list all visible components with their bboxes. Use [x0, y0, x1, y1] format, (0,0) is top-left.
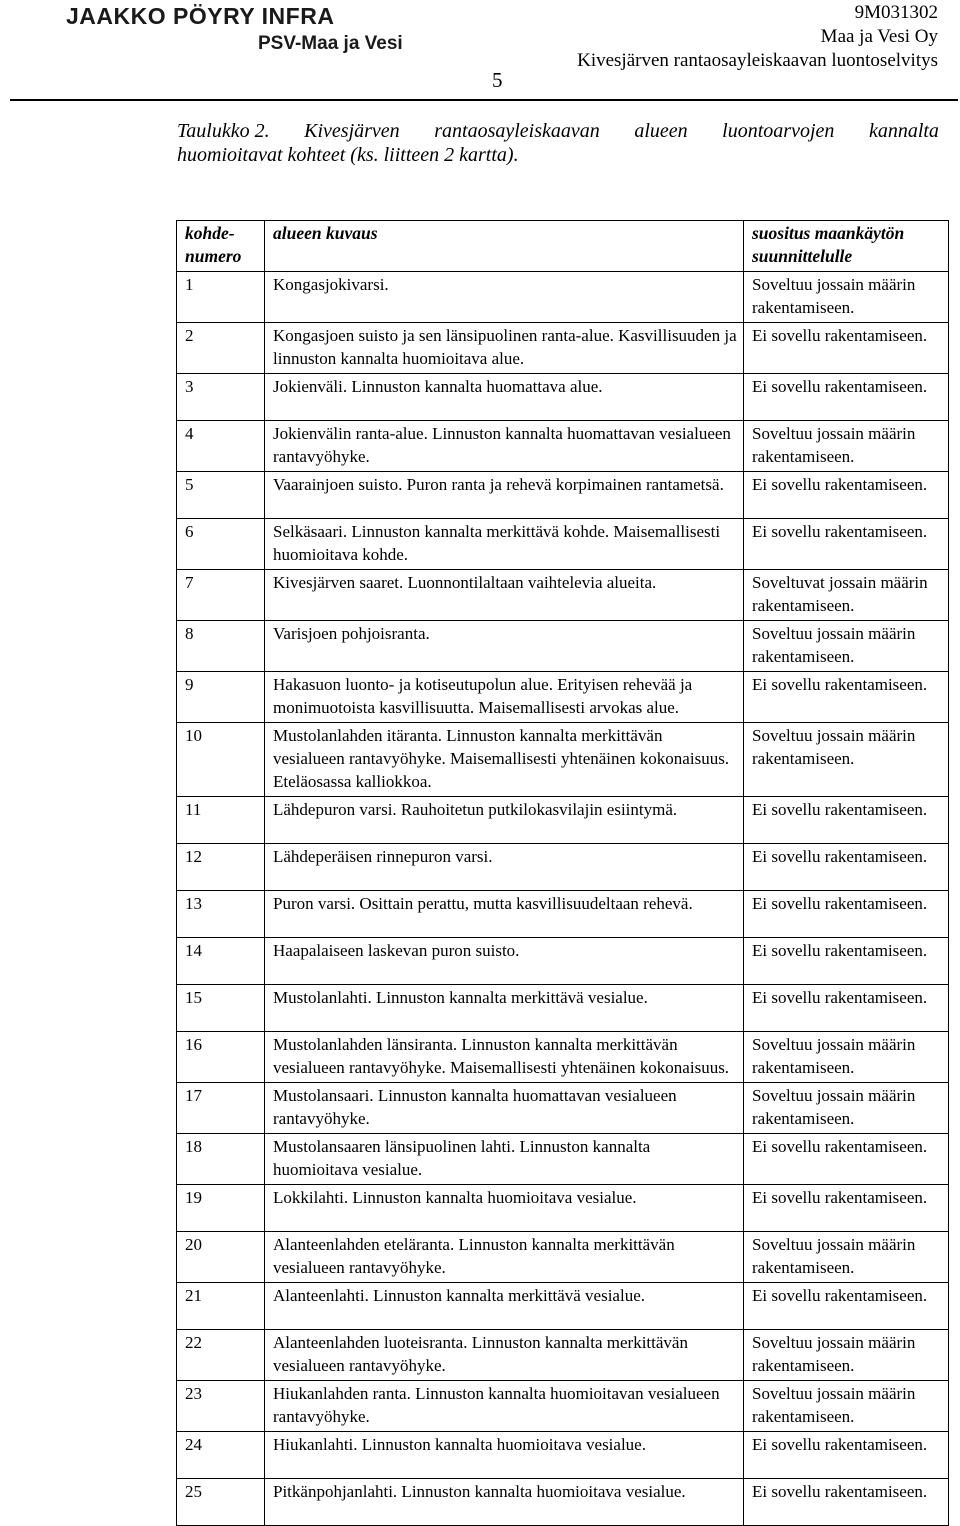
site-recommendation: Soveltuu jossain määrin rakentamiseen.: [744, 621, 949, 672]
site-number: 6: [177, 519, 265, 570]
site-number: 4: [177, 421, 265, 472]
site-number: 21: [177, 1283, 265, 1330]
site-description: Lähdeperäisen rinnepuron varsi.: [265, 844, 744, 891]
site-number: 24: [177, 1432, 265, 1479]
page-header: [0, 0, 960, 100]
site-description: Mustolanlahti. Linnuston kannalta merkittävä vesialue.: [265, 985, 744, 1032]
site-number: 13: [177, 891, 265, 938]
sites-table: [176, 220, 949, 1526]
table-row: [177, 938, 949, 985]
site-recommendation: Ei sovellu rakentamiseen.: [744, 891, 949, 938]
table-row: [177, 844, 949, 891]
company-logo: [66, 3, 403, 54]
header-recommendation: suositus maankäytön suunnittelulle: [744, 221, 949, 272]
site-recommendation: Ei sovellu rakentamiseen.: [744, 672, 949, 723]
site-description: Hiukanlahden ranta. Linnuston kannalta huomioitavan vesialueen rantavyöhyke.: [265, 1381, 744, 1432]
site-description: Hiukanlahti. Linnuston kannalta huomioitava vesialue.: [265, 1432, 744, 1479]
document-code: 9M031302: [854, 2, 938, 23]
site-recommendation: Ei sovellu rakentamiseen.: [744, 1432, 949, 1479]
company-name: Maa ja Vesi Oy: [820, 26, 938, 47]
table-row: [177, 1232, 949, 1283]
caption-line-2: huomioitavat kohteet (ks. liitteen 2 kartta).: [177, 144, 519, 166]
site-recommendation: Soveltuu jossain määrin rakentamiseen.: [744, 1032, 949, 1083]
table-row: [177, 1134, 949, 1185]
table-row: [177, 570, 949, 621]
table-body: [177, 272, 949, 1526]
table-row: [177, 472, 949, 519]
header-divider: [10, 99, 958, 101]
caption-word: luontoarvojen: [722, 120, 835, 142]
site-recommendation: Ei sovellu rakentamiseen.: [744, 1134, 949, 1185]
site-description: Mustolansaaren länsipuolinen lahti. Linnuston kannalta huomioitava vesialue.: [265, 1134, 744, 1185]
table-row: [177, 1381, 949, 1432]
site-number: 15: [177, 985, 265, 1032]
site-description: Kivesjärven saaret. Luonnontilaltaan vaihtelevia alueita.: [265, 570, 744, 621]
site-recommendation: Soveltuu jossain määrin rakentamiseen.: [744, 1381, 949, 1432]
site-description: Selkäsaari. Linnuston kannalta merkittävä kohde. Maisemallisesti huomioitava kohde.: [265, 519, 744, 570]
table-row: [177, 1479, 949, 1526]
site-number: 20: [177, 1232, 265, 1283]
site-recommendation: Soveltuu jossain määrin rakentamiseen.: [744, 1083, 949, 1134]
site-recommendation: Ei sovellu rakentamiseen.: [744, 519, 949, 570]
table-row: [177, 1032, 949, 1083]
table-row: [177, 672, 949, 723]
site-number: 25: [177, 1479, 265, 1526]
logo-line-1: JAAKKO PÖYRY INFRA: [66, 3, 335, 29]
table-row: [177, 519, 949, 570]
site-recommendation: Ei sovellu rakentamiseen.: [744, 985, 949, 1032]
site-recommendation: Ei sovellu rakentamiseen.: [744, 844, 949, 891]
site-recommendation: Ei sovellu rakentamiseen.: [744, 472, 949, 519]
site-number: 8: [177, 621, 265, 672]
site-description: Mustolanlahden länsiranta. Linnuston kannalta merkittävän vesialueen rantavyöhyke. Maisemallisesti yhtenäinen kokonaisuus.: [265, 1032, 744, 1083]
table-row: [177, 985, 949, 1032]
table-row: [177, 323, 949, 374]
header-number: kohde-numero: [177, 221, 265, 272]
site-recommendation: Soveltuvat jossain määrin rakentamiseen.: [744, 570, 949, 621]
table-row: [177, 1283, 949, 1330]
site-description: Jokienvälin ranta-alue. Linnuston kannalta huomattavan vesialueen rantavyöhyke.: [265, 421, 744, 472]
caption-word: kannalta: [868, 120, 939, 142]
site-recommendation: Soveltuu jossain määrin rakentamiseen.: [744, 1232, 949, 1283]
caption-word: rantaosayleiskaavan: [434, 120, 600, 142]
site-number: 9: [177, 672, 265, 723]
table-row: [177, 621, 949, 672]
site-number: 2: [177, 323, 265, 374]
site-recommendation: Ei sovellu rakentamiseen.: [744, 1283, 949, 1330]
site-recommendation: Ei sovellu rakentamiseen.: [744, 323, 949, 374]
site-description: Alanteenlahden eteläranta. Linnuston kannalta merkittävän vesialueen rantavyöhyke.: [265, 1232, 744, 1283]
site-number: 10: [177, 723, 265, 797]
caption-word: Taulukko 2.: [177, 120, 270, 142]
table-row: [177, 891, 949, 938]
site-number: 11: [177, 797, 265, 844]
site-description: Jokienväli. Linnuston kannalta huomattava alue.: [265, 374, 744, 421]
table-row: [177, 272, 949, 323]
table-row: [177, 1330, 949, 1381]
table-row: [177, 723, 949, 797]
site-recommendation: Ei sovellu rakentamiseen.: [744, 1479, 949, 1526]
site-recommendation: Soveltuu jossain määrin rakentamiseen.: [744, 272, 949, 323]
site-description: Alanteenlahti. Linnuston kannalta merkittävä vesialue.: [265, 1283, 744, 1330]
site-description: Alanteenlahden luoteisranta. Linnuston kannalta merkittävän vesialueen rantavyöhyke.: [265, 1330, 744, 1381]
caption-line-1: [177, 119, 939, 143]
site-recommendation: Soveltuu jossain määrin rakentamiseen.: [744, 723, 949, 797]
site-number: 3: [177, 374, 265, 421]
table-caption: [177, 119, 939, 167]
table-row: [177, 1432, 949, 1479]
site-description: Varisjoen pohjoisranta.: [265, 621, 744, 672]
caption-word: Kivesjärven: [304, 120, 400, 142]
site-number: 12: [177, 844, 265, 891]
header-description: alueen kuvaus: [265, 221, 744, 272]
site-description: Puron varsi. Osittain perattu, mutta kasvillisuudeltaan rehevä.: [265, 891, 744, 938]
site-description: Mustolansaari. Linnuston kannalta huomattavan vesialueen rantavyöhyke.: [265, 1083, 744, 1134]
site-number: 7: [177, 570, 265, 621]
page-number: 5: [492, 68, 503, 92]
document-info: [577, 1, 938, 73]
site-recommendation: Ei sovellu rakentamiseen.: [744, 374, 949, 421]
site-recommendation: Soveltuu jossain määrin rakentamiseen.: [744, 421, 949, 472]
site-number: 1: [177, 272, 265, 323]
table-row: [177, 1083, 949, 1134]
table-row: [177, 374, 949, 421]
site-description: Lokkilahti. Linnuston kannalta huomioitava vesialue.: [265, 1185, 744, 1232]
site-description: Pitkänpohjanlahti. Linnuston kannalta huomioitava vesialue.: [265, 1479, 744, 1526]
site-description: Kongasjoen suisto ja sen länsipuolinen ranta-alue. Kasvillisuuden ja linnuston kannalta huomioitava alue.: [265, 323, 744, 374]
report-title: Kivesjärven rantaosayleiskaavan luontoselvitys: [577, 50, 938, 71]
site-recommendation: Ei sovellu rakentamiseen.: [744, 797, 949, 844]
site-number: 22: [177, 1330, 265, 1381]
site-description: Vaarainjoen suisto. Puron ranta ja rehevä korpimainen rantametsä.: [265, 472, 744, 519]
caption-word: alueen: [634, 120, 688, 142]
site-recommendation: Ei sovellu rakentamiseen.: [744, 938, 949, 985]
site-recommendation: Ei sovellu rakentamiseen.: [744, 1185, 949, 1232]
site-number: 5: [177, 472, 265, 519]
table-row: [177, 797, 949, 844]
site-number: 17: [177, 1083, 265, 1134]
site-description: Mustolanlahden itäranta. Linnuston kannalta merkittävän vesialueen rantavyöhyke. Maisemallisesti yhtenäinen kokonaisuus. Eteläosassa kalliokkoa.: [265, 723, 744, 797]
table-row: [177, 421, 949, 472]
table-header-row: [177, 221, 949, 272]
site-description: Lähdepuron varsi. Rauhoitetun putkilokasvilajin esiintymä.: [265, 797, 744, 844]
site-number: 18: [177, 1134, 265, 1185]
site-number: 23: [177, 1381, 265, 1432]
site-description: Kongasjokivarsi.: [265, 272, 744, 323]
site-number: 19: [177, 1185, 265, 1232]
site-description: Hakasuon luonto- ja kotiseutupolun alue. Erityisen rehevää ja monimuotoista kasvillisuutta. Maisemallisesti arvokas alue.: [265, 672, 744, 723]
site-recommendation: Soveltuu jossain määrin rakentamiseen.: [744, 1330, 949, 1381]
logo-line-2: PSV-Maa ja Vesi: [258, 33, 403, 54]
site-number: 14: [177, 938, 265, 985]
site-number: 16: [177, 1032, 265, 1083]
table-row: [177, 1185, 949, 1232]
site-description: Haapalaiseen laskevan puron suisto.: [265, 938, 744, 985]
